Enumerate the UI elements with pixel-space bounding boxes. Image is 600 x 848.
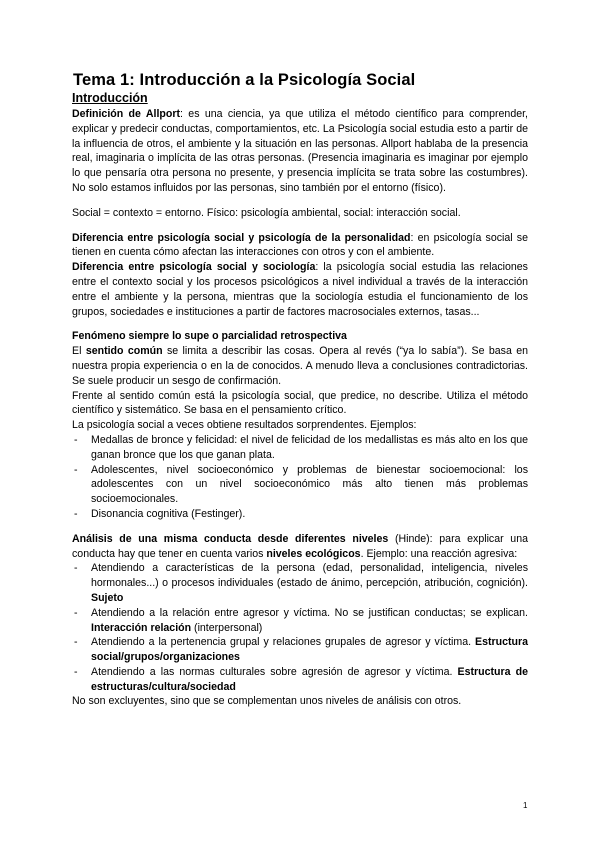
sentido-comun-paragraph (72, 344, 528, 388)
list-item-tail: (interpersonal) (191, 621, 263, 634)
diff-personality-paragraph (72, 231, 528, 261)
analisis-mid: (Hinde): para explicar una conducta hay que tener en cuenta varios (72, 532, 528, 560)
psicologia-social-paragraph: Frente al sentido común está la psicología social, que predice, no describe. Utiliza el método científico y sistemático. Se basa en el pensamiento crítico. (72, 389, 528, 417)
list-item-bold: Estructura social/grupos/organizaciones (91, 636, 528, 664)
list-item (72, 606, 528, 636)
analisis-post: . Ejemplo: una reacción agresiva: (360, 547, 518, 560)
allport-paragraph (72, 107, 528, 196)
list-item-text: Atendiendo a la pertenencia grupal y relaciones grupales de agresor y víctima. (91, 636, 476, 649)
list-item: - Disonancia cognitiva (Festinger). (72, 507, 528, 522)
diff-personality-text: : en psicología social se tienen en cuenta cómo afectan las interacciones con otros y con el ambiente. (72, 231, 528, 259)
diff-personality-term: Diferencia entre psicología social y psicología de la personalidad (72, 231, 411, 244)
closing-paragraph: No son excluyentes, sino que se complementan unos niveles de análisis con otros. (72, 695, 462, 708)
section-heading-introduccion: Introducción (72, 91, 148, 105)
fenomeno-heading-text: Fenómeno siempre lo supe o parcialidad retrospectiva (72, 330, 347, 343)
allport-term: Definición de Allport (72, 108, 181, 120)
diff-sociology-term: Diferencia entre psicología social y sociología (72, 261, 316, 274)
sentido-comun-pre: El (72, 345, 86, 358)
page-number: 1 (523, 801, 528, 810)
list-item-text: Atendiendo a la relación entre agresor y víctima. No se justifican conductas; se explican. (91, 606, 528, 619)
sentido-comun-post: se limita a describir las cosas. Opera al revés (“ya lo sabía”). Se basa en nuestra propia experiencia o en la de conocidos. A menudo lleva a conclusiones contradictorias. Se suele producir un sesgo de confirmación. (72, 345, 528, 387)
fenomeno-heading (72, 329, 528, 344)
diff-sociology-text: : la psicología social estudia las relaciones entre el contexto social y los procesos psicológicos a nivel individual a través de la interacción entre el ambiente y la persona, mientras que la sociología estudia el funcionamiento de los grupos, sociedades e instituciones a partir de factores macrosociales externos, tasas... (72, 261, 528, 318)
allport-text: : es una ciencia, ya que utiliza el método científico para comprender, explicar y predecir conductas, comportamientos, etc. La Psicología social estudia esto a partir de la influencia de otros, el ambiente y la situación en las personas. Allport hablaba de la presencia real, imaginaria o implícita de las otras personas. (Presencia imaginaria es imaginar por ejemplo lo que pensaría otra persona no presente, y presencia implícita se trata sobre las costumbres). No solo estamos influidos por las personas, sino también por el entorno (físico). (72, 108, 528, 194)
list-item-bold: Sujeto (91, 591, 124, 604)
list-item: - Adolescentes, nivel socioeconómico y problemas de bienestar socioemocional: los adolescentes con un nivel socioeconómico más alto tienen más problemas socioemocionales. (72, 463, 528, 507)
list-item-text: Atendiendo a características de la persona (edad, personalidad, inteligencia, niveles hormonales...) o procesos individuales (estado de ánimo, percepción, atribución, cognición). (91, 562, 528, 590)
diff-sociology-paragraph (72, 260, 528, 319)
ejemplos-list (72, 433, 528, 522)
document-page (72, 70, 528, 709)
niveles-ecologicos-term: niveles ecológicos (266, 547, 361, 560)
list-item-text: Atendiendo a las normas culturales sobre agresión de agresor y víctima. (91, 665, 458, 678)
sentido-comun-term: sentido común (85, 345, 163, 358)
niveles-list (72, 561, 528, 694)
list-item (72, 635, 528, 665)
analisis-term: Análisis de una misma conducta desde diferentes niveles (72, 532, 389, 545)
list-item-bold: Interacción relación (91, 621, 192, 634)
list-item (72, 665, 528, 695)
ejemplos-intro: La psicología social a veces obtiene resultados sorprendentes. Ejemplos: (72, 419, 417, 432)
page-title: Tema 1: Introducción a la Psicología Social (73, 71, 416, 89)
list-item: - Medallas de bronce y felicidad: el nivel de felicidad de los medallistas es más alto en los que ganan bronce que los que ganan plata. (72, 433, 528, 463)
social-line: Social = contexto = entorno. Físico: psicología ambiental, social: interacción social. (72, 206, 461, 219)
list-item (72, 561, 528, 605)
list-item-bold: Estructura de estructuras/cultura/sociedad (91, 665, 528, 693)
analisis-paragraph (72, 532, 528, 562)
